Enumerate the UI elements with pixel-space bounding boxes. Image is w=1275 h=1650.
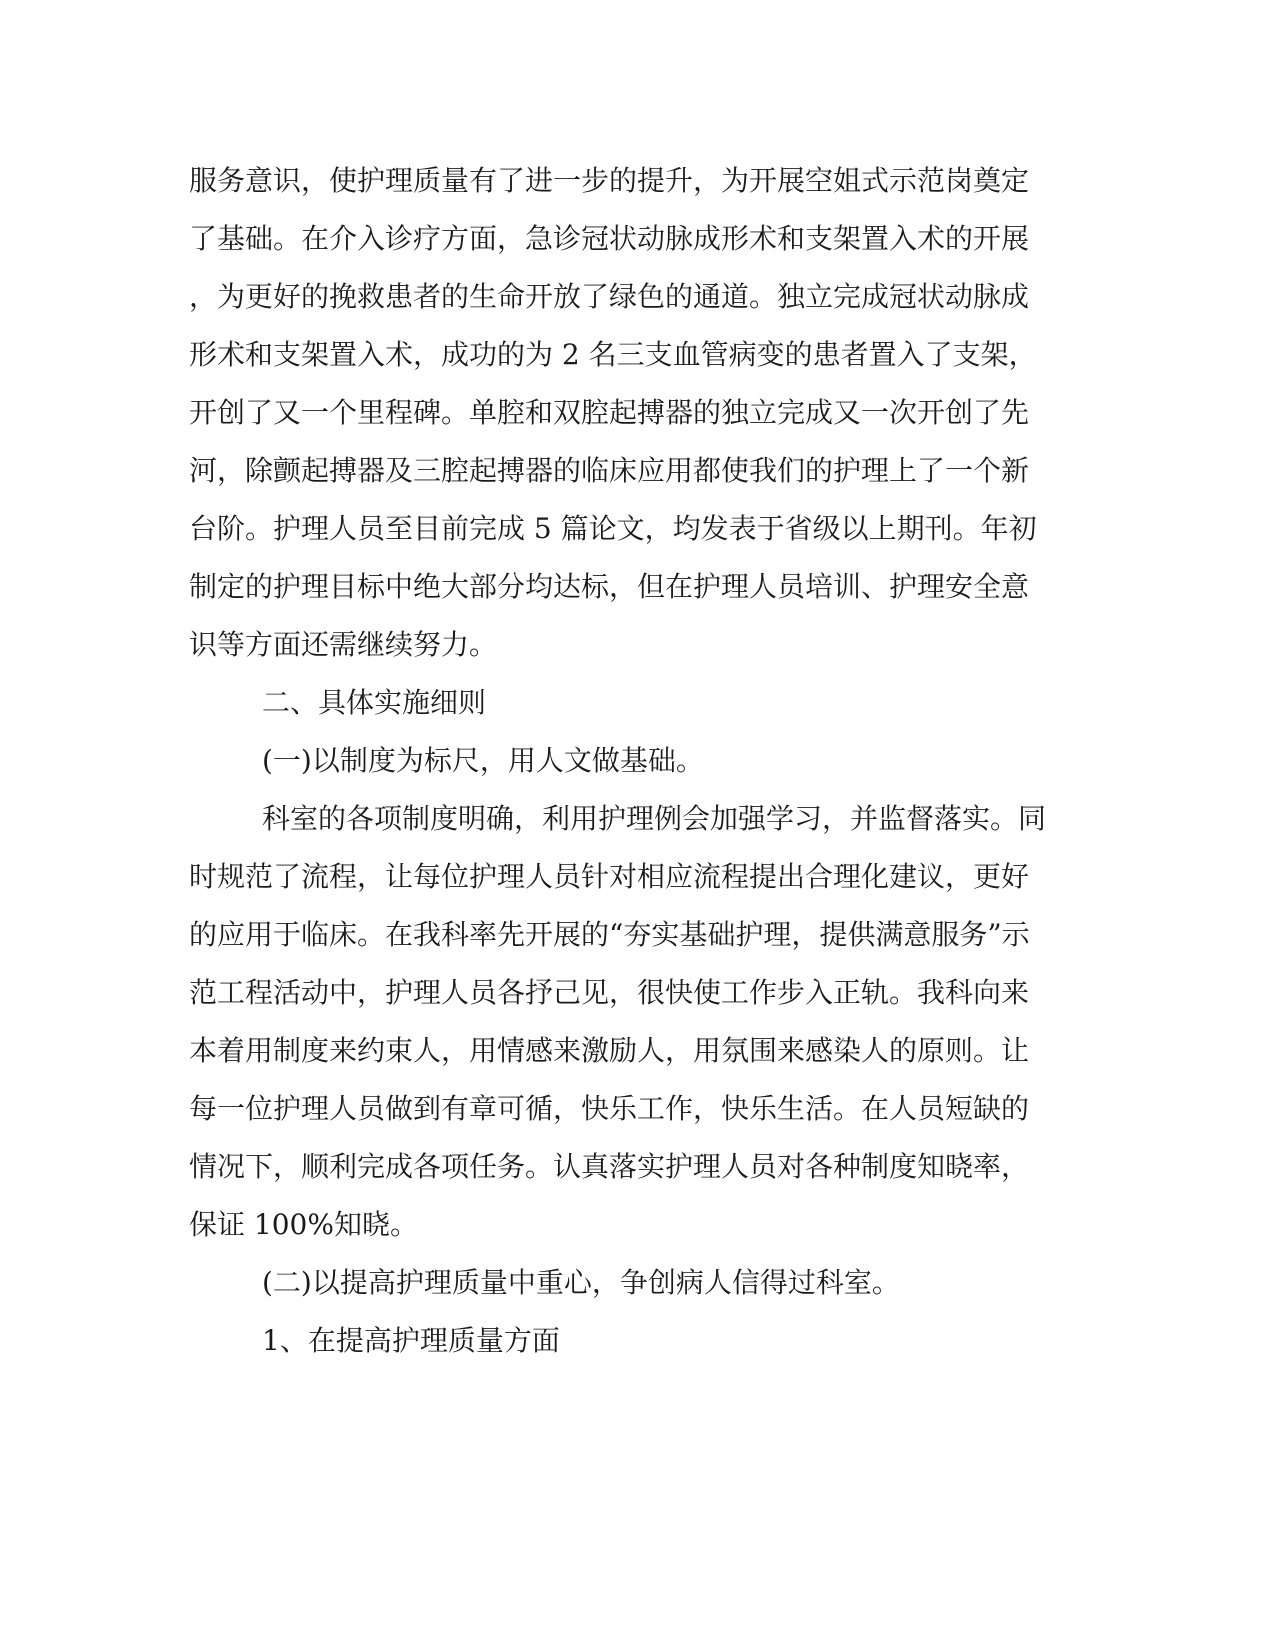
section-heading: 二、具体实施细则	[262, 686, 487, 719]
body-text-line: 台阶。护理人员至目前完成 5 篇论文，均发表于省级以上期刊。年初	[189, 512, 1037, 545]
body-text-line: 服务意识，使护理质量有了进一步的提升，为开展空姐式示范岗奠定	[189, 164, 1030, 197]
body-text-line: 形术和支架置入术，成功的为 2 名三支血管病变的患者置入了支架，	[189, 338, 1037, 371]
body-text-line: 开创了又一个里程碑。单腔和双腔起搏器的独立完成又一次开创了先	[189, 396, 1030, 429]
body-text-line: ，为更好的挽救患者的生命开放了绿色的通道。独立完成冠状动脉成	[189, 280, 1030, 313]
body-text-line: 科室的各项制度明确，利用护理例会加强学习，并监督落实。同	[262, 802, 1047, 835]
body-text-line: 范工程活动中，护理人员各抒己见，很快使工作步入正轨。我科向来	[189, 976, 1030, 1009]
body-text-line: 制定的护理目标中绝大部分均达标，但在护理人员培训、护理安全意	[189, 570, 1030, 603]
body-text-line: 本着用制度来约束人，用情感来激励人，用氛围来感染人的原则。让	[189, 1034, 1030, 1067]
body-text-line: 的应用于临床。在我科率先开展的“夯实基础护理，提供满意服务”示	[189, 918, 1030, 951]
subsection-heading: (二)以提高护理质量中重心，争创病人信得过科室。	[262, 1266, 900, 1299]
body-text-line: 每一位护理人员做到有章可循，快乐工作，快乐生活。在人员短缺的	[189, 1092, 1030, 1125]
body-text-line: 了基础。在介入诊疗方面，急诊冠状动脉成形术和支架置入术的开展	[189, 222, 1030, 255]
body-text-line: 情况下，顺利完成各项任务。认真落实护理人员对各种制度知晓率，	[189, 1150, 1030, 1183]
subsection-heading: 1、在提高护理质量方面	[262, 1324, 560, 1357]
body-text-line: 时规范了流程，让每位护理人员针对相应流程提出合理化建议，更好	[189, 860, 1030, 893]
body-text-line: 河，除颤起搏器及三腔起搏器的临床应用都使我们的护理上了一个新	[189, 454, 1030, 487]
subsection-heading: (一)以制度为标尺，用人文做基础。	[262, 744, 704, 777]
body-text-line: 识等方面还需继续努力。	[189, 628, 498, 661]
body-text-line: 保证 100%知晓。	[189, 1208, 418, 1241]
